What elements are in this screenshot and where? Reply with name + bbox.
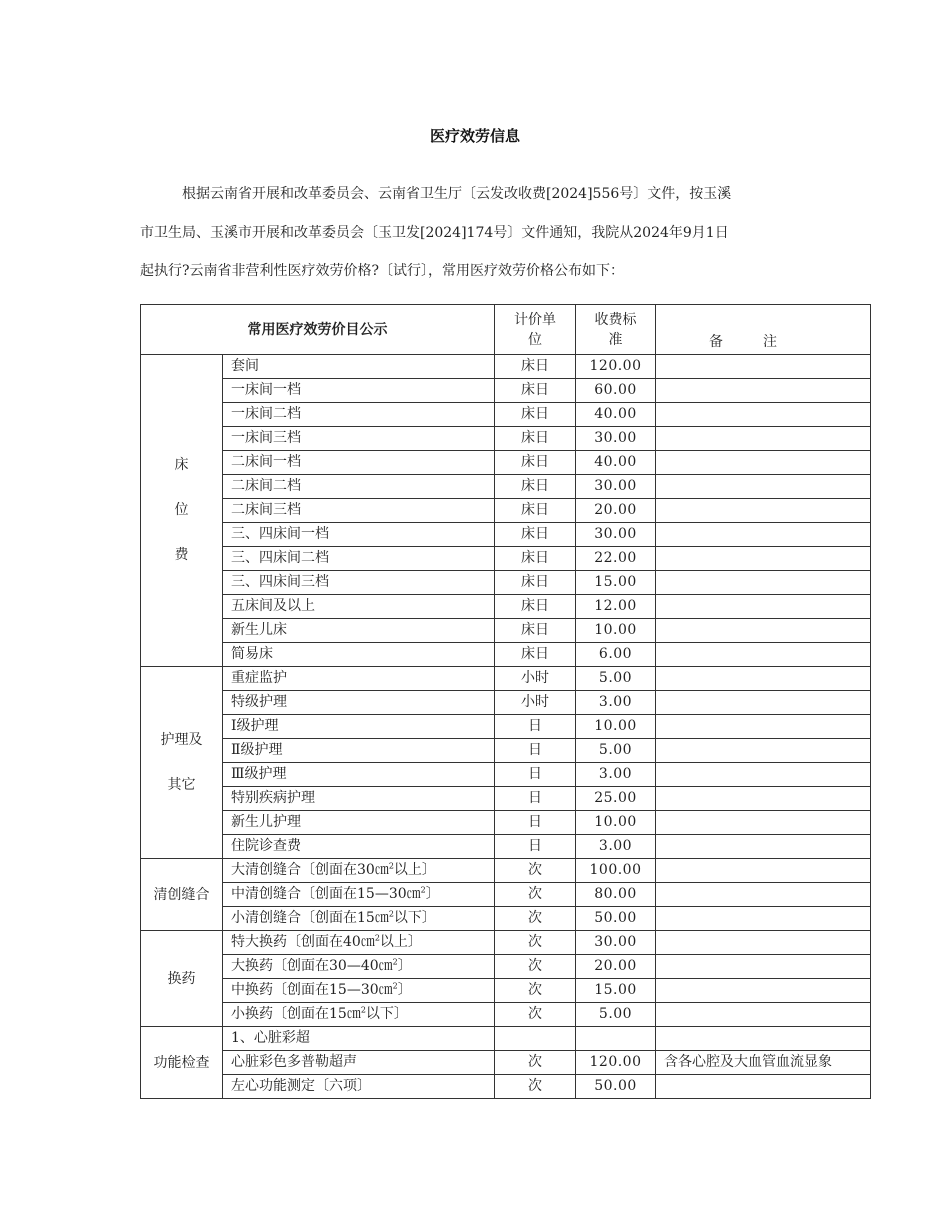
remark-cell [656, 595, 871, 619]
item-cell: 三、四床间三档 [223, 571, 495, 595]
item-cell: 特级护理 [223, 691, 495, 715]
item-cell: Ⅲ级护理 [223, 763, 495, 787]
unit-cell: 床日 [495, 379, 576, 403]
remark-cell [656, 403, 871, 427]
unit-cell: 日 [495, 811, 576, 835]
unit-cell: 床日 [495, 571, 576, 595]
price-cell: 5.00 [576, 667, 656, 691]
remark-cell [656, 763, 871, 787]
item-cell: 二床间三档 [223, 499, 495, 523]
intro-paragraph-line-2: 市卫生局、玉溪市开展和改革委员会〔玉卫发[2024]174号〕文件通知，我院从2024年9月1日 [140, 225, 729, 241]
item-cell: 大清创缝合〔创面在30㎝$^2$以上〕 [223, 859, 495, 883]
item-cell: 小换药〔创面在15㎝$^2$以下〕 [223, 1003, 495, 1027]
unit-cell: 床日 [495, 523, 576, 547]
price-cell: 6.00 [576, 643, 656, 667]
unit-cell: 次 [495, 883, 576, 907]
table-row [141, 499, 871, 523]
category-cell: 护理及 其它 [141, 667, 223, 859]
unit-cell: 床日 [495, 619, 576, 643]
remark-cell [656, 787, 871, 811]
unit-cell: 次 [495, 907, 576, 931]
header-unit: 计价单 位 [495, 305, 576, 355]
price-cell: 15.00 [576, 979, 656, 1003]
remark-cell [656, 619, 871, 643]
item-cell: 一床间三档 [223, 427, 495, 451]
price-cell: 30.00 [576, 523, 656, 547]
price-cell: 120.00 [576, 1051, 656, 1075]
item-cell: 一床间一档 [223, 379, 495, 403]
unit-cell: 次 [495, 859, 576, 883]
table-row [141, 475, 871, 499]
header-remark: 备注 [656, 305, 871, 355]
price-cell: 3.00 [576, 691, 656, 715]
item-cell: 大换药〔创面在30—40㎝$^2$〕 [223, 955, 495, 979]
price-cell: 25.00 [576, 787, 656, 811]
remark-cell [656, 811, 871, 835]
price-table [140, 304, 871, 1099]
item-cell: Ⅱ级护理 [223, 739, 495, 763]
price-cell: 40.00 [576, 451, 656, 475]
remark-cell [656, 451, 871, 475]
item-cell: 中换药〔创面在15—30㎝$^2$〕 [223, 979, 495, 1003]
unit-cell: 日 [495, 763, 576, 787]
table-row [141, 739, 871, 763]
price-cell: 20.00 [576, 499, 656, 523]
price-cell: 5.00 [576, 1003, 656, 1027]
table-row [141, 571, 871, 595]
remark-cell [656, 667, 871, 691]
table-row [141, 691, 871, 715]
intro-paragraph-line-1: 根据云南省开展和改革委员会、云南省卫生厅〔云发改收费[2024]556号〕文件，按玉溪 [182, 186, 732, 202]
unit-cell: 床日 [495, 475, 576, 499]
price-cell: 3.00 [576, 835, 656, 859]
remark-cell [656, 547, 871, 571]
category-cell: 床 位 费 [141, 355, 223, 667]
item-cell: 二床间一档 [223, 451, 495, 475]
item-cell: 简易床 [223, 643, 495, 667]
price-cell: 10.00 [576, 811, 656, 835]
table-row [141, 955, 871, 979]
remark-cell [656, 355, 871, 379]
item-cell: 1、心脏彩超 [223, 1027, 495, 1051]
remark-cell [656, 931, 871, 955]
price-cell: 30.00 [576, 931, 656, 955]
table-row [141, 931, 871, 955]
item-cell: 三、四床间一档 [223, 523, 495, 547]
price-cell: 50.00 [576, 1075, 656, 1099]
item-cell: 新生儿床 [223, 619, 495, 643]
unit-cell: 床日 [495, 547, 576, 571]
remark-cell [656, 883, 871, 907]
unit-cell: 次 [495, 955, 576, 979]
header-item: 常用医疗效劳价目公示 [141, 305, 495, 355]
price-cell: 30.00 [576, 475, 656, 499]
item-cell: 住院诊查费 [223, 835, 495, 859]
table-row [141, 835, 871, 859]
item-cell: 五床间及以上 [223, 595, 495, 619]
price-cell: 10.00 [576, 715, 656, 739]
remark-cell [656, 739, 871, 763]
item-cell: 心脏彩色多普勒超声 [223, 1051, 495, 1075]
price-cell: 20.00 [576, 955, 656, 979]
price-cell [576, 1027, 656, 1051]
remark-cell [656, 835, 871, 859]
item-cell: 特大换药〔创面在40㎝$^2$以上〕 [223, 931, 495, 955]
table-row [141, 355, 871, 379]
price-cell: 120.00 [576, 355, 656, 379]
unit-cell: 日 [495, 715, 576, 739]
item-cell: 三、四床间二档 [223, 547, 495, 571]
price-cell: 30.00 [576, 427, 656, 451]
remark-cell [656, 859, 871, 883]
price-cell: 60.00 [576, 379, 656, 403]
unit-cell: 床日 [495, 427, 576, 451]
unit-cell [495, 1027, 576, 1051]
item-cell: 套间 [223, 355, 495, 379]
remark-cell [656, 379, 871, 403]
item-cell: 重症监护 [223, 667, 495, 691]
page-title: 医疗效劳信息 [429, 127, 520, 145]
table-row [141, 403, 871, 427]
intro-paragraph-line-3: 起执行?云南省非营利性医疗效劳价格?〔试行〕，常用医疗效劳价格公布如下： [140, 263, 625, 279]
remark-cell [656, 499, 871, 523]
remark-cell [656, 427, 871, 451]
unit-cell: 床日 [495, 355, 576, 379]
unit-cell: 次 [495, 1003, 576, 1027]
remark-cell [656, 979, 871, 1003]
unit-cell: 次 [495, 979, 576, 1003]
table-row [141, 907, 871, 931]
table-row [141, 883, 871, 907]
remark-cell [656, 1003, 871, 1027]
unit-cell: 床日 [495, 403, 576, 427]
remark-cell [656, 523, 871, 547]
category-cell: 清创缝合 [141, 859, 223, 931]
item-cell: Ⅰ级护理 [223, 715, 495, 739]
price-cell: 22.00 [576, 547, 656, 571]
unit-cell: 日 [495, 739, 576, 763]
unit-cell: 次 [495, 1051, 576, 1075]
table-row [141, 1051, 871, 1075]
table-row [141, 859, 871, 883]
item-cell: 新生儿护理 [223, 811, 495, 835]
unit-cell: 次 [495, 931, 576, 955]
table-row [141, 763, 871, 787]
table-row [141, 787, 871, 811]
header-price: 收费标 准 [576, 305, 656, 355]
item-cell: 中清创缝合〔创面在15—30㎝$^2$〕 [223, 883, 495, 907]
price-cell: 10.00 [576, 619, 656, 643]
table-row [141, 811, 871, 835]
table-row [141, 523, 871, 547]
price-cell: 15.00 [576, 571, 656, 595]
table-row [141, 715, 871, 739]
category-cell: 功能检查 [141, 1027, 223, 1099]
remark-cell [656, 643, 871, 667]
table-row [141, 547, 871, 571]
price-cell: 12.00 [576, 595, 656, 619]
table-row [141, 1003, 871, 1027]
remark-cell [656, 691, 871, 715]
remark-cell: 含各心腔及大血管血流显象 [656, 1051, 871, 1075]
item-cell: 一床间二档 [223, 403, 495, 427]
price-cell: 3.00 [576, 763, 656, 787]
remark-cell [656, 715, 871, 739]
unit-cell: 床日 [495, 643, 576, 667]
unit-cell: 床日 [495, 451, 576, 475]
table-row [141, 667, 871, 691]
table-row [141, 427, 871, 451]
item-cell: 小清创缝合〔创面在15㎝$^2$以下〕 [223, 907, 495, 931]
unit-cell: 小时 [495, 691, 576, 715]
table-row [141, 643, 871, 667]
remark-cell [656, 475, 871, 499]
unit-cell: 日 [495, 835, 576, 859]
price-cell: 50.00 [576, 907, 656, 931]
price-cell: 80.00 [576, 883, 656, 907]
item-cell: 左心功能测定〔六项〕 [223, 1075, 495, 1099]
table-row [141, 1075, 871, 1099]
remark-cell [656, 907, 871, 931]
unit-cell: 小时 [495, 667, 576, 691]
table-row [141, 619, 871, 643]
item-cell: 特别疾病护理 [223, 787, 495, 811]
unit-cell: 日 [495, 787, 576, 811]
table-row [141, 1027, 871, 1051]
table-row [141, 379, 871, 403]
price-cell: 5.00 [576, 739, 656, 763]
price-cell: 40.00 [576, 403, 656, 427]
remark-cell [656, 571, 871, 595]
remark-cell [656, 1027, 871, 1051]
table-header-row [141, 305, 871, 355]
table-row [141, 979, 871, 1003]
unit-cell: 次 [495, 1075, 576, 1099]
unit-cell: 床日 [495, 595, 576, 619]
remark-cell [656, 955, 871, 979]
table-row [141, 595, 871, 619]
category-cell: 换药 [141, 931, 223, 1027]
price-cell: 100.00 [576, 859, 656, 883]
unit-cell: 床日 [495, 499, 576, 523]
remark-cell [656, 1075, 871, 1099]
item-cell: 二床间二档 [223, 475, 495, 499]
table-row [141, 451, 871, 475]
